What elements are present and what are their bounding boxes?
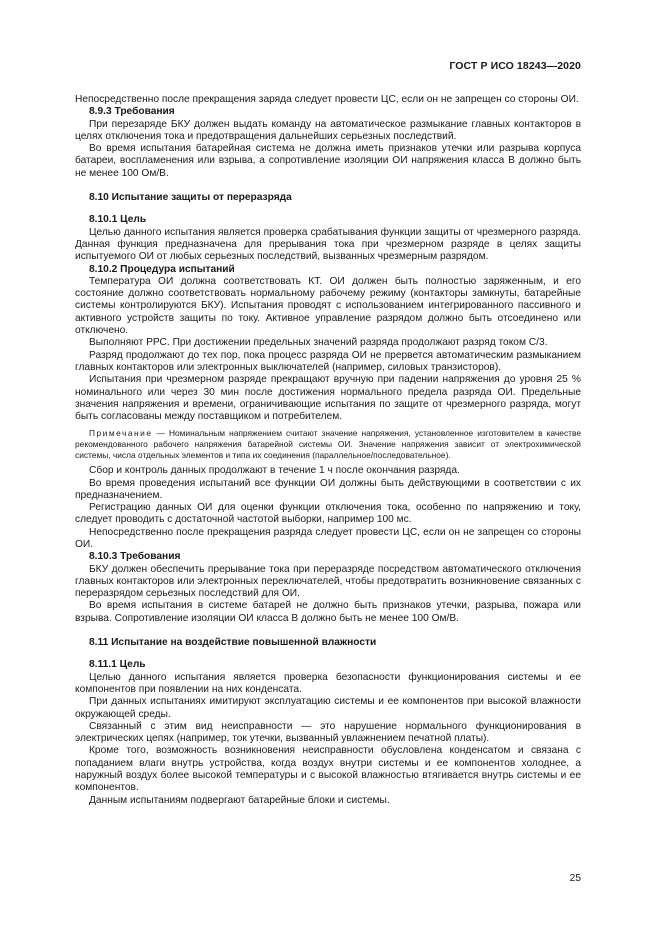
body-paragraph: Целью данного испытания является проверка срабатывания функции защиты от чрезмерного разряда. Данная функция предназначена для прерывания тока при чрезмерном разряде в целях защиты испытуемого ОИ от любых серьезных последствий, вызванных чрезмерным разрядом. (75, 226, 581, 263)
body-paragraph: Во время испытания батарейная система не должна иметь признаков утечки или разрыва корпуса батареи, воспламенения или взрыва, а сопротивление изоляции ОИ напряжения класса В должно быть не менее 100 Ом/В. (75, 143, 581, 179)
subsection-heading: 8.9.3 Требования (89, 106, 175, 118)
body-paragraph: Во время испытания в системе батарей не должно быть признаков утечки, разрыва, пожара или взрыва. Сопротивление изоляции ОИ класса В должно быть не менее 100 Ом/В. (75, 600, 581, 624)
body-paragraph: БКУ должен обеспечить прерывание тока при переразряде посредством автоматического отключения главных контакторов или электронных переключателей, чтобы предотвратить возникновение связанных с переразрядом серьезных последствий для ОИ. (75, 563, 581, 600)
body-paragraph: Данным испытаниям подвергают батарейные блоки и системы. (89, 794, 390, 806)
body-paragraph: Температура ОИ должна соответствовать КТ. ОИ должен быть полностью заряженным, и его состояние должно соответствовать нормальному рабочему режиму (контакторы замкнуты, батарейные системы контролируются БКУ). Испытания проводят с использованием интегрированного пассивного и активного устройств защиты по току. Активное управление разрядом должно быть отсоединено или отключено. (75, 275, 581, 337)
section-heading: 8.11 Испытание на воздействие повышенной влажности (89, 637, 377, 649)
body-paragraph: Регистрацию данных ОИ для оценки функции отключения тока, особенно по напряжению и току, следует проводить с достаточной частотой выборки, например 100 мс. (75, 502, 581, 526)
body-paragraph: Испытания при чрезмерном разряде прекращают вручную при падении напряжения до уровня 25 % номинального или через 30 мин после достижения нормального предела разряда ОИ. Предельные значения напряжения и времени, ограничивающие испытания по защите от чрезмерного разряда, могут быть согласованы между поставщиком и потребителем. (75, 374, 581, 423)
body-paragraph: Непосредственно после прекращения заряда следует провести ЦС, если он не запрещен со стороны ОИ. (75, 94, 579, 105)
body-paragraph: Сбор и контроль данных продолжают в течение 1 ч после окончания разряда. (89, 465, 460, 477)
body-paragraph: Выполняют РРС. При достижении предельных значений разряда продолжают разряд током С/3. (89, 337, 548, 349)
body-paragraph: При перезаряде БКУ должен выдать команду на автоматическое размыкание главных контакторов в целях отключения тока и предотвращения дальнейших серьезных последствий. (75, 118, 581, 142)
page-number: 25 (569, 873, 581, 884)
document-body (75, 94, 581, 807)
body-paragraph: Непосредственно после прекращения разряда следует провести ЦС, если он не запрещен со стороны ОИ. (75, 526, 581, 550)
subsection-heading: 8.11.1 Цель (89, 659, 146, 671)
note-label: Примечание (89, 428, 153, 439)
document-header: ГОСТ Р ИСО 18243—2020 (449, 60, 581, 72)
subsection-heading: 8.10.2 Процедура испытаний (89, 263, 235, 275)
body-paragraph: Целью данного испытания является проверка безопасности функционирования системы и ее компонентов при появлении на них конденсата. (75, 671, 581, 695)
note-text: — Номинальным напряжением считают значение напряжения, установленное изготовителем в качестве рекомендованного рабочего напряжения батарейной системы ОИ. Значение напряжения зависит от электрохимической системы, числа отдельных элементов и типа их соединения (параллельное/последовательное). (75, 428, 581, 460)
subsection-heading: 8.10.3 Требования (89, 551, 181, 563)
body-paragraph: При данных испытаниях имитируют эксплуатацию системы и ее компонентов при высокой влажности окружающей среды. (75, 696, 581, 720)
body-paragraph: Связанный с этим вид неисправности — это нарушение нормального функционирования в электрических цепях (например, ток утечки, вызванный увлажнением печатной платы). (75, 720, 581, 745)
body-paragraph: Кроме того, возможность возникновения неисправности обусловлена конденсатом и связана с попаданием влаги внутрь устройства, когда воздух внутри системы и ее компонентов холоднее, а наружный воздух более высокой температуры и с высокой влажностью втягивается внутрь системы и ее компонентов. (75, 745, 581, 794)
section-heading: 8.10 Испытание защиты от переразряда (89, 192, 292, 204)
body-paragraph: Во время проведения испытаний все функции ОИ должны быть действующими в соответствии с их предназначением. (75, 477, 581, 501)
note-paragraph (75, 428, 581, 460)
subsection-heading: 8.10.1 Цель (89, 214, 147, 226)
body-paragraph: Разряд продолжают до тех пор, пока процесс разряда ОИ не прервется автоматическим размыканием главных контакторов или электронных выключателей (например, силовых транзисторов). (75, 349, 581, 373)
